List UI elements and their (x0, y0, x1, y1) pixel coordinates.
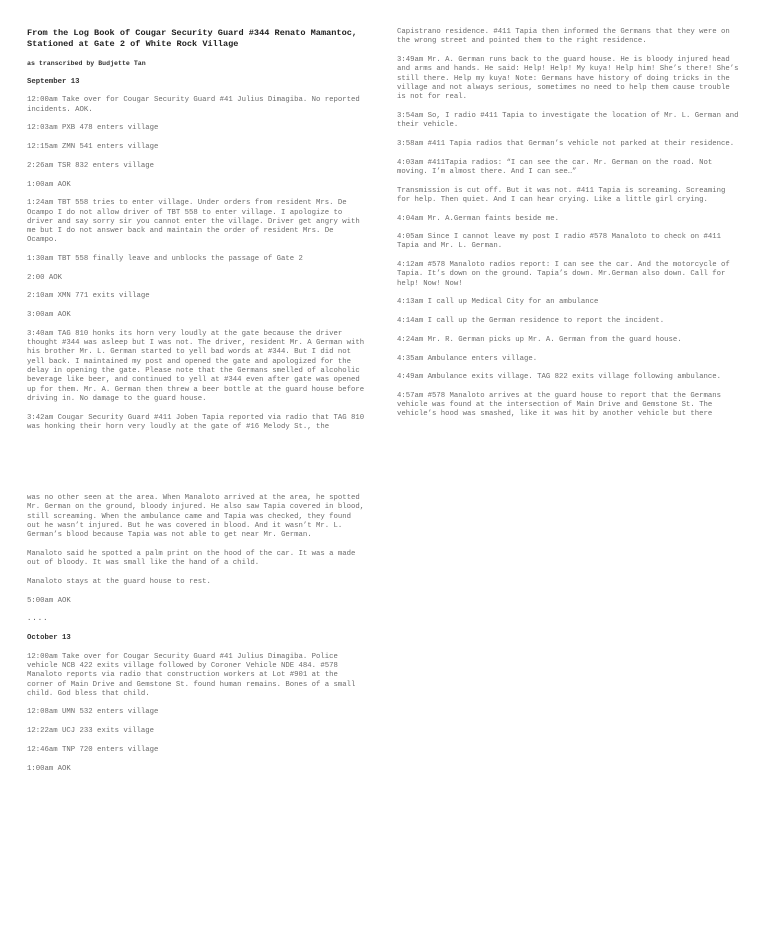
section-separator: .... (27, 615, 49, 624)
log-entry: 12:00am Take over for Cougar Security Guard #41 Julius Dimagiba. No reported incidents. AOK. (27, 96, 360, 114)
log-entry: 4:35am Ambulance enters village. (397, 354, 538, 363)
log-entry: 1:00am AOK (27, 180, 71, 189)
log-entry: 12:22am UCJ 233 exits village (27, 727, 154, 736)
log-entry: 2:00 AOK (27, 273, 63, 282)
log-entry: 4:04am Mr. A.German faints beside me. (397, 214, 560, 223)
log-entry: 4:24am Mr. R. German picks up Mr. A. German from the guard house. (397, 335, 682, 344)
log-entry: 4:12am #578 Manaloto radios report: I can see the car. And the motorcycle of Tapia. It’s down on the ground. Tapia’s down. Mr.German also down. Call for help! Now! Now! (397, 261, 730, 288)
log-entry: 12:08am UMN 532 enters village (27, 708, 159, 717)
log-entry: 3:49am Mr. A. German runs back to the guard house. He is bloody injured head and arms and hands. He said: Help! Help! My kuya! Help him! She’s there! She’s still there. Help my kuya! Note: Germans have history of doing tricks in the village and not always serious, sometimes no need to help them cause trouble is not for real. (397, 55, 739, 102)
left-column (27, 28, 368, 442)
log-entry: 3:54am So, I radio #411 Tapia to investigate the location of Mr. L. German and their vehicle. (397, 111, 739, 130)
log-entry: 2:10am XMN 771 exits village (27, 292, 150, 301)
log-entry: 3:42am Cougar Security Guard #411 Joben Tapia reported via radio that TAG 810 was honking their horn very loudly at the gate of #16 Melody St., the (27, 413, 365, 431)
log-entries-right (397, 28, 739, 420)
log-entry: 4:05am Since I cannot leave my post I radio #578 Manaloto to check on #411 Tapia and Mr. L. German. (397, 233, 722, 251)
log-entry: 1:24am TBT 558 tries to enter village. Under orders from resident Mrs. De Ocampo I do not allow driver of TBT 558 to enter village. I apologize to driver and say sorry sir you cannot enter the village. Driver get angry with me but I do not answer back and maintain the order of resident Mrs. De Ocampo. (27, 199, 360, 245)
log-entry: 4:57am #578 Manaloto arrives at the guard house to report that the Germans vehicle was found at the intersection of Main Drive and Gemstone St. The vehicle’s hood was smashed, like it was hit by another vehicle but there (397, 391, 722, 419)
log-entry: Capistrano residence. #411 Tapia then informed the Germans that they were on the wrong street and pointed them to the right residence. (397, 28, 730, 46)
log-entry: 12:03am PXB 478 enters village (27, 124, 159, 133)
log-entries-lower (27, 494, 368, 606)
log-entries-october (27, 653, 368, 774)
log-entry: 4:03am #411Tapia radios: “I can see the car. Mr. German on the road. Not moving. I’m almost there. And I can see…” (397, 158, 713, 176)
log-entry: 1:00am AOK (27, 764, 71, 773)
log-entry: 3:00am AOK (27, 311, 71, 320)
log-entry: 12:15am ZMN 541 enters village (27, 143, 159, 152)
log-entries-left (27, 96, 368, 432)
date-heading-september: September 13 (27, 77, 80, 86)
log-entry: 5:00am AOK (27, 596, 71, 605)
log-entry: 3:40am TAG 810 honks its horn very loudly at the gate because the driver thought #344 was asleep but I was not. The driver, resident Mr. A German with his brother Mr. L. German started to yell bad words at #344. But I did not yell back. I maintained my post and opened the gate and apologized for the delay in opening the gate. Please note that the Germans smelled of alcoholic beverage like beer, and continued to yell at #344 even after gate was opened up for them. Mr. A. German then threw a beer bottle at the guard house before driving in. No damage to the guard house. (27, 329, 365, 403)
log-entry: was no other seen at the area. When Manaloto arrived at the area, he spotted Mr. German on the ground, bloody injured. He also saw Tapia covered in blood, still screaming. When the ambulance came and Tapia was checked, they found out he wasn’t injured. But he was covered in blood. And it wasn’t Mr. L. German’s blood because Tapia was not able to get near Mr. German. (27, 494, 365, 540)
log-entry: 4:14am I call up the German residence to report the incident. (397, 317, 665, 326)
right-column (397, 28, 739, 429)
log-entry: 12:46am TNP 720 enters village (27, 745, 159, 754)
log-entry: Manaloto stays at the guard house to rest. (27, 577, 211, 586)
log-entry: 4:49am Ambulance exits village. TAG 822 exits village following ambulance. (397, 373, 722, 382)
document-title: From the Log Book of Cougar Security Guard #344 Renato Mamantoc, Stationed at Gate 2 of White Rock Village (27, 28, 358, 49)
log-entry: 1:30am TBT 558 finally leave and unblocks the passage of Gate 2 (27, 255, 303, 264)
log-entry: Transmission is cut off. But it was not. #411 Tapia is screaming. Screaming for help. Then quiet. And I can hear crying. Like a little girl crying. (397, 186, 726, 204)
date-heading-october: October 13 (27, 633, 71, 642)
byline: as transcribed by Budjette Tan (27, 60, 146, 68)
log-entry: 2:26am TSR 832 enters village (27, 161, 154, 170)
log-entry: 3:58am #411 Tapia radios that German’s vehicle not parked at their residence. (397, 139, 735, 148)
log-entry: 12:00am Take over for Cougar Security Guard #41 Julius Dimagiba. Police vehicle NCB 422 exits village followed by Coroner Vehicle NDE 484. #578 Manaloto reports via radio that construction workers at Lot #901 at the corner of Main Drive and Gemstone St. found human remains. Bones of a small child. God bless that child. (27, 652, 356, 698)
lower-left-column (27, 494, 368, 783)
log-entry: 4:13am I call up Medical City for an ambulance (397, 298, 599, 307)
log-entry: Manaloto said he spotted a palm print on the hood of the car. It was a made out of bloody. It was small like the hand of a child. (27, 549, 356, 568)
